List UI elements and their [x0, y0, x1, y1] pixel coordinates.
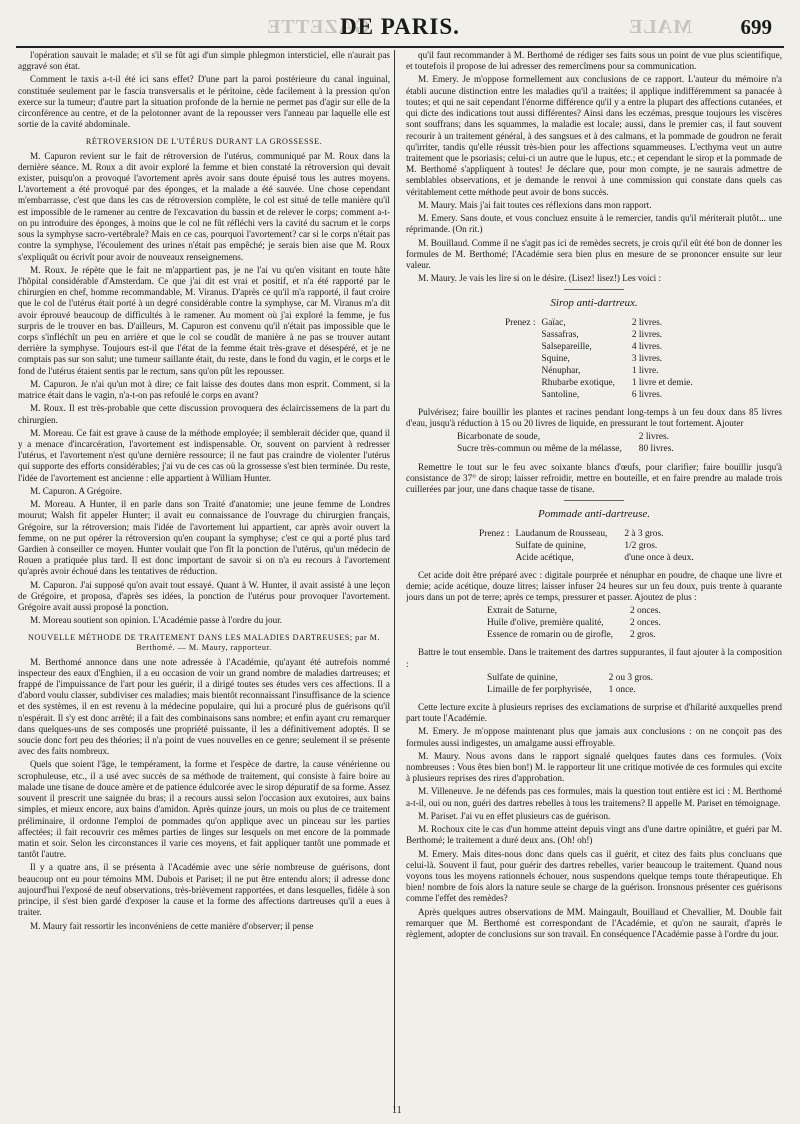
recipe-lead: Prenez : [479, 528, 510, 539]
ingredient-name: Squine, [541, 353, 570, 364]
right-column [406, 50, 782, 1110]
left-column [18, 50, 390, 1110]
paragraph: Il y a quatre ans, il se présenta à l'Académie avec une série nombreuse de guérisons, dont beaucoup ont eu pour témoins MM. Dubois et Pariset; il ne put être entendu alors; il adresse donc aujourd'hui l'exposé de neuf observations, très-brièvement rapportées, et dans lesquelles, fidèle à son principe, il s'est bien gardé d'exposer la cause et la forme des affections dartreuses qu'il a eues à traiter. [18, 862, 390, 918]
recipe-lead [502, 365, 538, 377]
recipe-lead [476, 552, 512, 564]
paragraph: M. Berthomé annonce dans une note adressée à l'Académie, qu'ayant été autrefois nommé inspecteur des eaux d'Enghien, il a eu occasion de voir un grand nombre de maladies dartreuses; et frappé de l'impuissance de l'art pour les guérir, il a dirigé toutes ses études vers ces affections. Il a d'abord voulu classer, subdiviser ces maladies; mais bientôt reconnaissant l'insuffisance de la science et des systèmes, il en est revenu à la médecine populaire, qui lui a procuré plus de guérisons qu'il n'espérait. Il s'y est donc arrêté; il a fait des combinaisons sans nombre; et enfin ayant cru remarquer dans quelques-uns de ses composés une propriété puissante, il les a définitivement adoptés. Il se soucie donc fort peu des théories; il n'a point de vues nouvelles en ce genre; seulement il se présente avec des faits nombreux. [18, 656, 390, 757]
ingredient-quantity: 6 livres. [631, 389, 663, 400]
ingredient-quantity: 1 livre et demie. [631, 377, 693, 388]
recipe-ingredients [484, 672, 656, 696]
paragraph: Remettre le tout sur le feu avec soixante blancs d'œufs, pour clarifier; faire bouillir jusqu'à consistance de 37° de sirop; laisser refroidir, mettre en bouteille, et en faire prendre au malade trois cuillerées par jour, une dans chaque tasse de tisane. [406, 461, 782, 494]
ingredient-name: Limaille de fer porphyrisée, [487, 684, 592, 695]
paragraph: M. Moreau soutient son opinion. L'Académie passe à l'ordre du jour. [30, 615, 283, 626]
bleed-through-text-right: MALE [628, 16, 692, 38]
paragraph: M. Capuron revient sur le fait de rétroversion de l'utérus, communiqué par M. Roux dans la dernière séance. M. Roux a dit avoir exploré la femme et bien constaté la rétroversion qui devait exister, puisqu'on a provoqué l'avortement après avoir sans doute épuisé tous les autres moyens. L'avortement a été provoqué par des éponges, et la malade a été sauvée. Une chose cependant m'embarrasse, c'est que dans les cas de rétroversion complète, le col est situé de telle manière qu'il est impossible de le ramener au centre de l'excavation du bassin et de relever le corps; comment a-t-on pu introduire des éponges, à moins que le col ne fût réfléchi vers la cavité du sacrum et le corps sous la symphyse sacro-vertébrale? Mais en ce cas, pourquoi l'avortement? car si le corps n'était pas contre la symphyse, l'écoulement des urines n'était pas empêché; je serais bien aise que M. Roux s'expliquât ou écrivît pour avoir de nouveaux renseignemens. [18, 150, 390, 262]
paragraph: Cette lecture excite à plusieurs reprises des exclamations de surprise et d'hilarité auxquelles prend part toute l'Académie. [406, 701, 782, 724]
ingredient-quantity: 80 livres. [638, 444, 674, 455]
ingredient-row [502, 377, 696, 389]
recipe-ingredients [502, 317, 696, 401]
paragraph: M. Emery. Je m'oppose maintenant plus que jamais aux conclusions : on ne conçoit pas des formules aussi indigestes, un amalgame aussi effroyable. [406, 726, 782, 748]
ingredient-row [484, 605, 664, 617]
ingredient-quantity: 1 once. [608, 684, 636, 695]
ingredient-name: Sulfate de quinine, [487, 672, 558, 683]
section-heading: RÉTROVERSION DE L'UTÉRUS DURANT LA GROSSESSE. [85, 136, 323, 146]
recipe-table [502, 317, 696, 401]
ingredient-row [502, 329, 696, 341]
ingredient-quantity: 2 onces. [630, 618, 661, 629]
recipe-ingredients [476, 528, 697, 564]
paragraph: M. Maury. Je vais les lire si on le désire. (Lisez! lisez!) Les voici : [418, 273, 662, 284]
ingredient-quantity: 2 livres. [631, 329, 663, 340]
paragraph: M. Maury. Nous avons dans le rapport signalé quelques fautes dans ces formules. (Voix nombreuses : Vous êtes bien bon!) M. le rapporteur lit une critique motivée de ces formules qui excite à plusieurs reprises des rires d'approbation. [406, 750, 782, 784]
ingredient-name: Rhubarbe exotique, [541, 377, 615, 388]
ingredient-row [476, 540, 697, 552]
paragraph: M. Pariset. J'ai vu en effet plusieurs cas de guérison. [418, 810, 611, 821]
ingredient-quantity: 2 onces. [630, 606, 661, 617]
ingredient-name: Salsepareille, [541, 341, 592, 352]
section-heading: NOUVELLE MÉTHODE DE TRAITEMENT DANS LES MALADIES DARTREUSES; par M. Berthomé. — M. Maury, rapporteur. [28, 632, 380, 652]
bleed-through-text-left: GAZETTE [266, 16, 370, 38]
recipe-table [484, 672, 656, 696]
ingredient-name: Bicarbonate de soude, [457, 432, 541, 443]
ingredient-row [484, 617, 664, 629]
separator [564, 289, 624, 290]
ingredient-quantity: 2 livres. [631, 317, 663, 328]
recipe-title: Pommade anti-dartreuse. [537, 508, 651, 521]
paragraph: M. Capuron. Je n'ai qu'un mot à dire; ce fait laisse des doutes dans mon esprit. Comment, si la matrice était dans le vagin, n'a-t-on pas refoulé le corps en avant? [18, 378, 390, 401]
column-divider [394, 50, 395, 1110]
ingredient-name: Santoline, [541, 389, 580, 400]
ingredient-quantity: d'une once à deux. [624, 552, 694, 563]
paragraph: M. Moreau. Ce fait est grave à cause de la méthode employée; il semblerait décider que, quand il y a menace d'incarcération, l'avortement est indispensable. Or, souvent on parvient à redresser l'utérus, et l'avortement n'est qu'une dernière ressource; il ne faut pas craindre de violenter l'utérus qui supporte des efforts considérables; j'ai vu de ces cas où la grossesse s'est bien terminée. Du reste, l'idée de l'avortement est ancienne : elle appartient à William Hunter. [18, 427, 390, 483]
ingredient-row [502, 353, 696, 365]
ingredient-quantity: 3 livres. [631, 353, 663, 364]
ingredient-quantity: 2 gros. [630, 630, 656, 641]
paragraph: M. Bouillaud. Comme il ne s'agit pas ici de remèdes secrets, je crois qu'il eût été bon de donner les formules de M. Berthomé; l'Académie sera bien plus en mesure de se prononcer ensuite sur leur valeur. [406, 237, 782, 270]
footer-mark: 11 [392, 1105, 402, 1116]
ingredient-name: Sucre très-commun ou même de la mélasse, [457, 444, 622, 455]
ingredient-row [454, 431, 677, 443]
recipe-lead [502, 341, 538, 353]
paragraph: M. Emery. Sans doute, et vous concluez ensuite à le remercier, tandis qu'il mériterait plutôt... une réprimande. (On rit.) [406, 213, 782, 235]
recipe-lead [502, 353, 538, 365]
ingredient-quantity: 2 livres. [638, 432, 670, 443]
ingredient-name: Sassafras, [541, 329, 579, 340]
paragraph: M. Emery. Je m'oppose formellement aux conclusions de ce rapport. L'auteur du mémoire n'a établi aucune distinction entre les maladies qu'il a traitées; il applique indifféremment sa panacée à toutes; et qui ne sait cependant l'énorme différence qu'il y a entre la plupart des affections cutanées, et qui dicte des indications tout aussi différentes? Ainsi dans les eczémas, presque toujours les viscères sont souffrans; dans les squammes, la maladie est locale; aussi, dans le premier cas, il faut souvent recourir à un traitement général, à des sangsues et à des calmans, et la pommade de goudron ne ferait qu'irriter, tandis qu'elle réussit très-bien pour les affections squammeuses. L'ecthyma veut un autre traitement que le psoriasis; celui-ci un autre que le lupus, etc.; et cependant le sirop et la pommade de M. Berthomé s'appliquent à toutes! Je déclare que, pour mon compte, je ne saurais admettre de semblables observations, et je demande le renvoi à une commission qui constate dans quels cas véritablement cette méthode peut avoir de bons succès. [406, 74, 782, 197]
recipe-lead [502, 329, 538, 341]
recipe-table [476, 528, 697, 564]
paragraph: M. Villeneuve. Je ne défends pas ces formules, mais la question tout entière est ici : M. Berthomé a-t-il, oui ou non, guéri des dartres rebelles à tous les traitemens? Il appelle M. Pariset en témoignage. [406, 786, 782, 808]
recipe-lead [476, 540, 512, 552]
paragraph: M. Roux. Je répète que le fait ne m'appartient pas, je ne l'ai vu qu'en visitant en toute hâte l'hôpital considérable d'Amsterdam. Ce que j'ai dit est vrai et positif, et n'a été rapporté par le chirurgien en chef, homme recommandable, M. Viranus. D'après ce qu'il m'a rapporté, il faut croire que le col de l'utérus était porté à un degré considérable contre la symphyse, car M. Viranus m'a dit avoir éprouvé beaucoup de difficultés à le ramener. Au moment où j'ai exploré la femme, je fus surpris de le trouver en bas. D'ailleurs, M. Capuron est convenu qu'il n'était pas impossible que le corps s'infléchît un peu en arrière et que le col se coudât de manière à ne pas se trouver autant derrière la symphyse. Toujours est-il que l'état de la femme était très-grave et désespéré, et je ne comptais pas sur son salut; une tumeur saillante était, du reste, dans le fond du vagin, et le corps et le fond de l'utérus étaient sentis par le rectum, sans qu'on pût les repousser. [18, 264, 390, 376]
ingredient-row [502, 365, 696, 377]
ingredient-row [484, 629, 664, 641]
paragraph: M. Maury fait ressortir les inconvéniens de cette manière d'observer; il pense [30, 920, 314, 931]
recipe-title: Sirop anti-dartreux. [550, 297, 638, 310]
ingredient-name: Gaïac, [541, 317, 566, 328]
ingredient-name: Huile d'olive, première qualité, [487, 618, 604, 629]
ingredient-row [484, 672, 656, 684]
ingredient-name: Laudanum de Rousseau, [515, 528, 608, 539]
ingredient-row [502, 317, 696, 329]
ingredient-row [476, 552, 697, 564]
paragraph: M. Capuron. A Grégoire. [30, 485, 122, 496]
paragraph: l'opération sauvait le malade; et s'il se fût agi d'un simple phlegmon intersticiel, elle n'aurait pas aggravé son état. [18, 50, 390, 72]
page-title: DE PARIS. [340, 14, 460, 39]
ingredient-row [502, 389, 696, 401]
ingredient-quantity: 1/2 gros. [624, 540, 658, 551]
paragraph: M. Roux. Il est très-probable que cette discussion provoquera des éclaircissemens de la part du chirurgien. [18, 403, 390, 425]
ingredient-row [476, 528, 697, 540]
paragraph: Cet acide doit être préparé avec : digitale pourprée et nénuphar en poudre, de chaque une livre et demie; acide acétique, douze litres; laisser infuser 24 heures sur un feu doux, puis trente à quarante jours dans un pot de terre; après ce temps, pressurer et passer. Ajoutez de plus : [406, 569, 782, 603]
ingredient-name: Nénuphar, [541, 365, 581, 376]
paragraph: M. Rochoux cite le cas d'un homme atteint depuis vingt ans d'une dartre opiniâtre, et guéri par M. Berthomé; le traitement a duré deux ans. (Oh! oh!) [406, 824, 782, 846]
ingredient-quantity: 4 livres. [631, 341, 663, 352]
ingredient-quantity: 2 à 3 gros. [624, 528, 664, 539]
ingredient-row [502, 341, 696, 353]
ingredient-row [454, 443, 677, 455]
ingredient-quantity: 2 ou 3 gros. [608, 672, 653, 683]
recipe-table [484, 605, 664, 641]
recipe-ingredients [454, 431, 677, 455]
header-rule [16, 46, 784, 48]
paragraph: Après quelques autres observations de MM. Maingault, Bouillaud et Chevallier, M. Double fait remarquer que M. Berthomé est correspondant de l'Académie, et qu'on ne saurait, d'après le règlement, adopter de conclusions sur son travail. En conséquence l'Académie passe à l'ordre du jour. [406, 906, 782, 940]
paragraph: qu'il faut recommander à M. Berthomé de rédiger ses faits sous un point de vue plus scientifique, et toutefois il propose de lui adresser des remercîmens pour sa communication. [406, 50, 782, 72]
ingredient-name: Extrait de Saturne, [487, 606, 558, 617]
paragraph: Quels que soient l'âge, le tempérament, la forme et l'espèce de dartre, la cause vénérienne ou scrophuleuse, etc., il a usé avec succès de sa méthode de traitement, qui consiste à faire boire au malade une tisane de douce amère et de patience édulcorée avec le sirop dépuratif de sa forme. Assez souvent il prescrit une saignée du bras; il a recours aussi selon l'occasion aux exutoires, aux bains simples, et mieux encore, aux bains d'amidon. Après quinze jours, un mois ou plus de ce traitement préliminaire, il ordonne l'emploi de pommades qu'on applique avec un pinceau sur les parties affectées; il fait recouvrir ces mêmes parties de linges sur lesquels on met encore de la pommade matin et soir. Selon les circonstances il varie ces moyens, et fait appliquer tantôt une pommade et tantôt l'autre. [18, 759, 390, 860]
ingredient-quantity: 1 livre. [631, 365, 659, 376]
paragraph: M. Maury. Mais j'ai fait toutes ces réflexions dans mon rapport. [418, 199, 652, 210]
ingredient-name: Essence de romarin ou de girofle, [487, 630, 613, 641]
recipe-table [454, 431, 677, 455]
page-number: 699 [740, 15, 772, 39]
page-header [16, 14, 784, 44]
recipe-lead [502, 389, 538, 401]
recipe-lead [502, 377, 538, 389]
paragraph: M. Moreau. A Hunter, il en parle dans son Traité d'anatomie; une jeune femme de Londres mourut; Walsh fit appeler Hunter; il avait eu connaissance de l'ouvrage du chirurgien français, Grégoire, sur la rétroversion; mais l'idée de l'avortement lui appartient, car après avoir ouvert la femme, on ne put opérer la rétroversion qu'en coupant la symphyse; c'est ce qui a porté plus tard Gardien à conseiller ce moyen. Hunter voulait que l'on fît la ponction de l'utérus, qu'un médecin de Rouen a pratiquée plus tard. Il est donc important de savoir si on n'a eu recours à l'avortement qu'après avoir échoué dans les tentatives de réduction. [18, 499, 390, 577]
recipe-ingredients [484, 605, 664, 641]
ingredient-name: Acide acétique, [515, 552, 574, 563]
recipe-lead: Prenez : [505, 317, 536, 328]
ingredient-row [484, 684, 656, 696]
paragraph: M. Emery. Mais dites-nous donc dans quels cas il guérit, et citez des faits plus concluans que celui-là. Souvent il faut, pour guérir des dartres rebelles, varier beaucoup le traitement. Quand nous voyons tous les moyens rationnels échouer, nous suspendons quelque temps toute thérapeutique. Eh bien! nombre de fois alors la nature seule se charge de la guérison. Ironsnous présenter ces guérisons comme l'effet des remèdes? [406, 848, 782, 904]
paragraph: Battre le tout ensemble. Dans le traitement des dartres suppurantes, il faut ajouter à la composition : [406, 647, 782, 669]
paragraph: Pulvérisez; faire bouillir les plantes et racines pendant long-temps à un feu doux dans 85 livres d'eau, jusqu'à réduction à 15 ou 20 livres de liquide, en pressurant le tout fortement. Ajouter [406, 407, 782, 429]
paragraph: Comment le taxis a-t-il été ici sans effet? D'une part la paroi postérieure du canal inguinal, constituée seulement par le fascia transversalis et le péritoine, cède facilement à la pression qu'on exerce sur la tumeur; d'autre part la situation profonde de la hernie ne permet pas d'agir sur elle de la circonférence au centre, et de la pelotonner avant de la repousser vers l'anneau par laquelle elle est sortie de la cavité abdominale. [18, 74, 390, 130]
separator [564, 500, 624, 501]
ingredient-name: Sulfate de quinine, [515, 540, 587, 551]
paragraph: M. Capuron. J'ai supposé qu'on avait tout essayé. Quant à W. Hunter, il avait assisté à une leçon de Grégoire, et proposa, d'après ses idées, la ponction de l'utérus pour provoquer l'avortement. Grégoire avait aussi proposé la ponction. [18, 579, 390, 613]
